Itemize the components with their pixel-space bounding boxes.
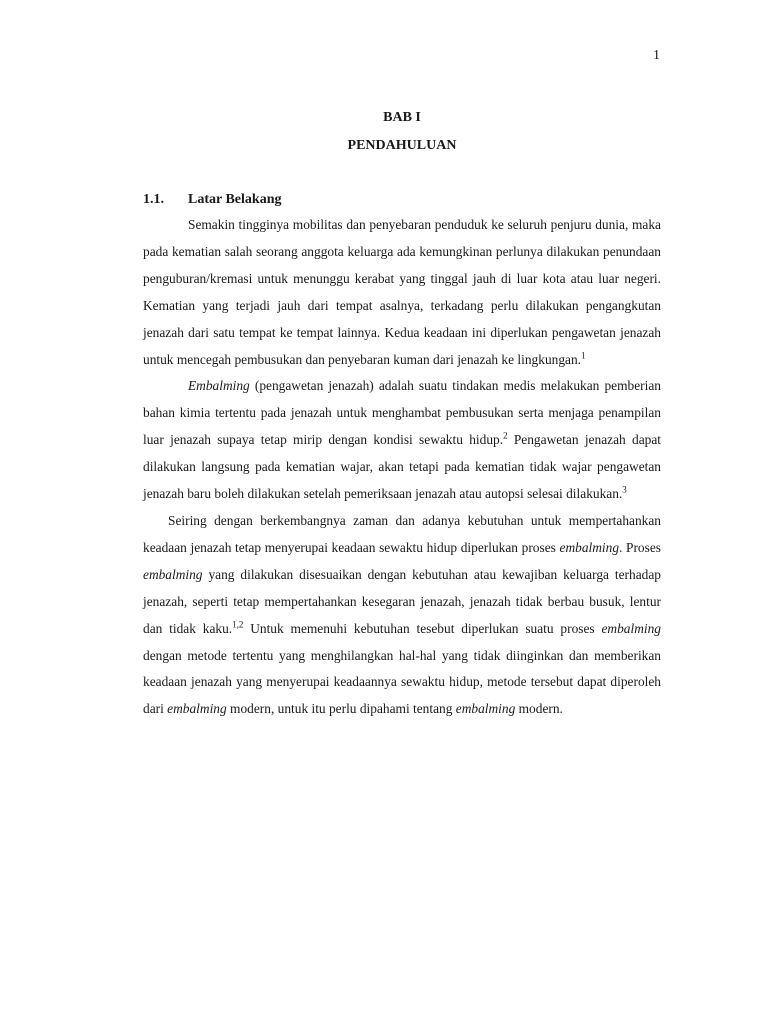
paragraph-text: Seiring dengan berkembangnya zaman dan adanya kebutuhan untuk mempertahankan keadaan jenazah tetap menyerupai keadaan sewaktu hidup diperlukan proses xyxy=(143,512,661,555)
footnote-ref: 1,2 xyxy=(232,619,244,630)
footnote-ref: 2 xyxy=(503,430,508,441)
section-number: 1.1. xyxy=(143,192,164,207)
paragraph-text: . Proses xyxy=(619,539,661,555)
term-embalming: embalming xyxy=(455,701,516,717)
paragraph-text: Untuk memenuhi kebutuhan tesebut diperlukan suatu proses xyxy=(243,620,602,636)
chapter-label: BAB I xyxy=(383,110,421,125)
chapter-title: PENDAHULUAN xyxy=(347,138,457,153)
paragraph-text: (pengawetan jenazah) adalah suatu tindakan medis melakukan pemberian bahan kimia tertentu pada jenazah untuk menghambat pembusukan serta menjaga penampilan luar jenazah supaya tetap mirip dengan kondisi sewaktu hidup. xyxy=(143,378,661,448)
footnote-ref: 3 xyxy=(622,484,627,495)
term-embalming: embalming xyxy=(167,701,227,717)
paragraph-3 xyxy=(143,508,661,723)
paragraph-text: modern, untuk itu perlu dipahami tentang xyxy=(226,701,456,717)
term-embalming: embalming xyxy=(559,539,620,555)
term-embalming: embalming xyxy=(601,620,661,636)
term-embalming: Embalming xyxy=(188,378,250,394)
paragraph-text: Semakin tingginya mobilitas dan penyebaran penduduk ke seluruh penjuru dunia, maka pada kematian salah seorang anggota keluarga ada kemungkinan perlunya dilakukan penundaan penguburan/kremasi untuk menunggu kerabat yang tinggal jauh di luar kota atau luar negeri. Kematian yang terjadi jauh dari tempat asalnya, terkadang perlu dilakukan pengangkutan jenazah dari satu tempat ke tempat lainnya. Kedua keadaan ini diperlukan pengawetan jenazah untuk mencegah pembusukan dan penyebaran kuman dari jenazah ke lingkungan. xyxy=(143,217,661,367)
page-number: 1 xyxy=(653,48,660,63)
paragraph-text: modern. xyxy=(515,701,563,717)
paragraph-text: Pengawetan jenazah dapat dilakukan langsung pada kematian wajar, akan tetapi pada kematian tidak wajar pengawetan jenazah baru boleh dilakukan setelah pemeriksaan jenazah atau autopsi selesai dilakukan. xyxy=(143,432,662,502)
paragraph-2 xyxy=(143,373,661,508)
section-heading xyxy=(143,192,281,208)
body-text xyxy=(143,212,661,723)
footnote-ref: 1 xyxy=(581,350,586,361)
term-embalming: embalming xyxy=(143,566,203,582)
paragraph-text: dengan metode tertentu yang menghilangkan hal-hal yang tidak diinginkan dan memberikan keadaan jenazah yang menyerupai keadaannya sewaktu hidup, metode tersebut dapat diperoleh dari xyxy=(143,647,661,717)
paragraph-text: yang dilakukan disesuaikan dengan kebutuhan atau kewajiban keluarga terhadap jenazah, seperti tetap mempertahankan kesegaran jenazah, jenazah tidak berbau busuk, lentur dan tidak kaku. xyxy=(143,566,661,636)
section-title: Latar Belakang xyxy=(188,192,282,207)
paragraph-1 xyxy=(143,212,661,373)
